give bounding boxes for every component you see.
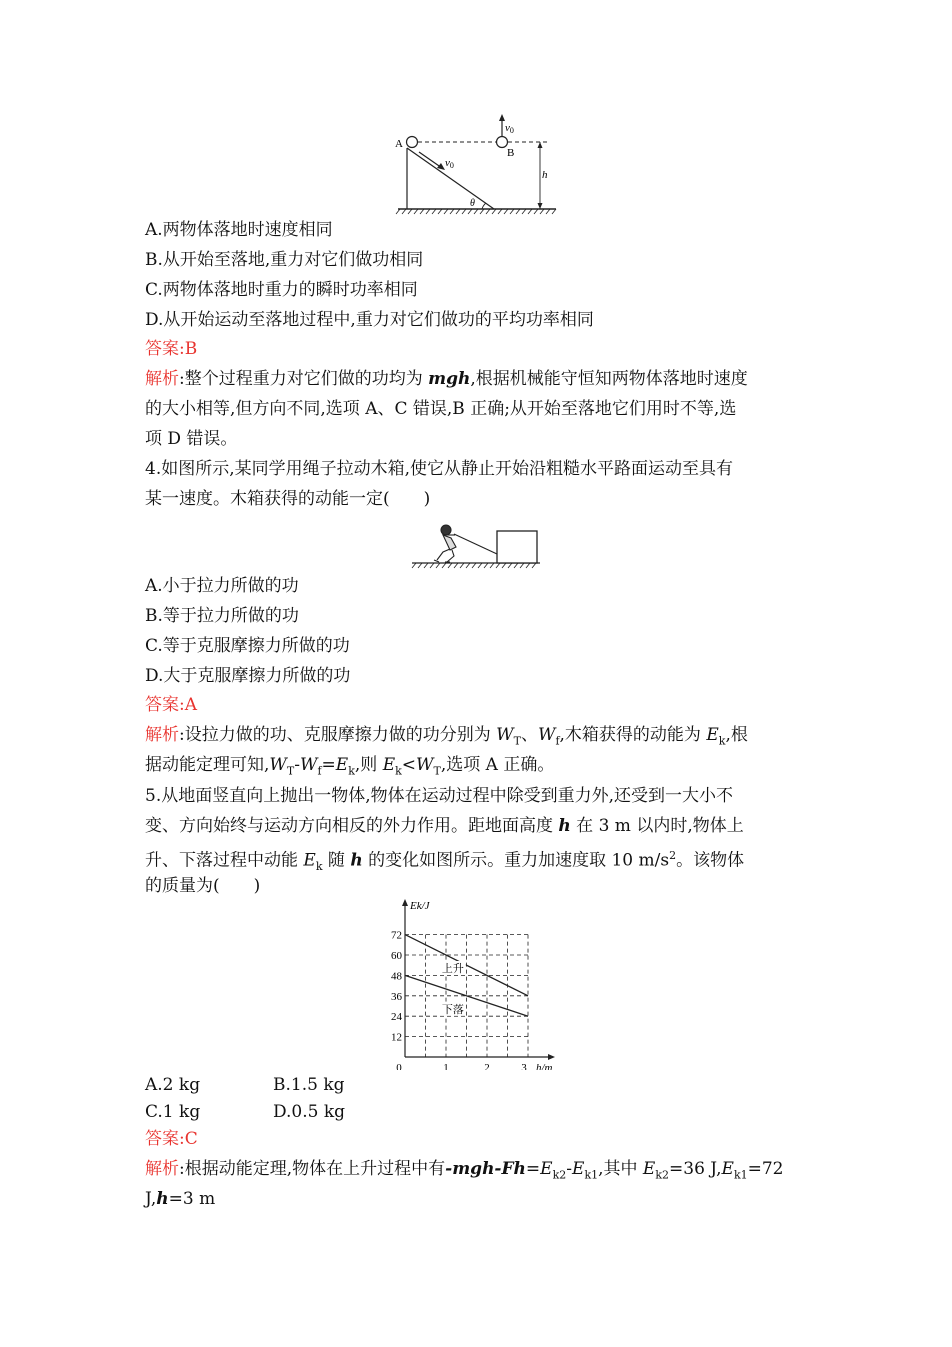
- analysis-label: 解析: [145, 1159, 179, 1179]
- q3-option-b: B.从开始至落地,重力对它们做功相同: [145, 250, 424, 270]
- y-tick-label: 36: [391, 990, 402, 1003]
- x-tick-label: 3: [521, 1062, 527, 1070]
- q5-option-d: D.0.5 kg: [273, 1102, 346, 1122]
- q4-option-a: A.小于拉力所做的功: [145, 576, 299, 596]
- q5-analysis-2: J,h=3 m: [145, 1189, 216, 1209]
- incline-figure: [390, 112, 570, 216]
- rope: [454, 534, 497, 554]
- y-axis-label: Ek/J: [410, 900, 430, 912]
- person-icon: [434, 525, 456, 562]
- wooden-box: [497, 531, 537, 563]
- series-label: 下落: [441, 1003, 464, 1016]
- q4-option-d: D.大于克服摩擦力所做的功: [145, 666, 351, 686]
- q3-answer: 答案:B: [145, 339, 198, 359]
- ball-b: [497, 137, 508, 148]
- x-tick-label: 0: [396, 1062, 402, 1070]
- analysis-label: 解析: [145, 369, 179, 389]
- q5-answer: 答案:C: [145, 1129, 198, 1149]
- q3-analysis-3: 项 D 错误。: [145, 429, 238, 449]
- q3-option-d: D.从开始运动至落地过程中,重力对它们做功的平均功率相同: [145, 310, 594, 330]
- series-label: 上升: [441, 963, 464, 975]
- y-tick-label: 60: [391, 950, 402, 962]
- q4-answer: 答案:A: [145, 695, 198, 715]
- q5-stem-3: 升、下落过程中动能 $E_k$ 随 h 的变化如图所示。重力加速度取 10 $m/s^2$。该物体: [145, 849, 745, 874]
- q5-option-c: C.1 kg: [145, 1102, 201, 1122]
- ek-h-chart: [380, 898, 570, 1070]
- q3-option-a: A.两物体落地时速度相同: [145, 220, 333, 240]
- q4-option-c: C.等于克服摩擦力所做的功: [145, 636, 350, 656]
- x-axis-arrow: [548, 1054, 555, 1060]
- y-tick-label: 12: [391, 1031, 402, 1044]
- q3-analysis-1: 解析:整个过程重力对它们做的功均为 mgh,根据机械能守恒知两物体落地时速度: [145, 369, 748, 389]
- q4-stem-2: 某一速度。木箱获得的动能一定( ): [145, 489, 431, 509]
- q5-analysis-1: 解析:根据动能定理,物体在上升过程中有$-mgh-Fh=E_{k2}-E_{k1}$,其中 $E_{k2}=36$ $J,E_{k1}=72$: [145, 1159, 784, 1182]
- ball-a: [407, 137, 418, 148]
- label-h: h: [542, 169, 548, 181]
- y-tick-label: 48: [391, 970, 402, 983]
- y-tick-label: 24: [391, 1011, 402, 1024]
- q4-analysis-1: 解析:设拉力做的功、克服摩擦力做的功分别为 $W_T$、$W_f$,木箱获得的动能为 $E_k$,根: [145, 725, 748, 748]
- series-line: [405, 975, 528, 1016]
- y-axis-arrow: [402, 899, 408, 906]
- q4-option-b: B.等于拉力所做的功: [145, 606, 299, 626]
- label-theta: θ: [470, 198, 475, 209]
- answer-label: 答案: [145, 695, 179, 715]
- incline-slope: [407, 148, 494, 209]
- x-tick-label: 1: [443, 1062, 449, 1070]
- q3-analysis-2: 的大小相等,但方向不同,选项 A、C 错误,B 正确;从开始至落地它们用时不等,选: [145, 399, 737, 419]
- label-v0-slope: v0: [445, 157, 454, 170]
- q5-stem-1: 5.从地面竖直向上抛出一物体,物体在运动过程中除受到重力外,还受到一大小不: [145, 786, 734, 806]
- analysis-label: 解析: [145, 725, 179, 745]
- label-v0-up: v0: [505, 122, 514, 135]
- q5-stem-4: 的质量为( ): [145, 876, 261, 896]
- y-tick-label: 72: [391, 929, 402, 942]
- answer-label: 答案: [145, 1129, 179, 1149]
- q3-option-c: C.两物体落地时重力的瞬时功率相同: [145, 280, 418, 300]
- q4-analysis-2: 据动能定理可知$,W_T-W_f=E_k$,则 $E_k<W_T$,选项 A 正确。: [145, 755, 555, 778]
- answer-label: 答案: [145, 339, 179, 359]
- x-tick-label: 2: [484, 1062, 490, 1070]
- q4-stem-1: 4.如图所示,某同学用绳子拉动木箱,使它从静止开始沿粗糙水平路面运动至具有: [145, 459, 734, 479]
- q5-option-b: B.1.5 kg: [273, 1075, 345, 1095]
- q5-stem-2: 变、方向始终与运动方向相反的外力作用。距地面高度 h 在 3 m 以内时,物体上: [145, 816, 744, 836]
- label-b: B: [507, 147, 515, 159]
- label-a: A: [395, 138, 403, 150]
- pulling-box-figure: [410, 522, 545, 570]
- x-axis-label: h/m: [536, 1062, 553, 1070]
- q5-option-a: A.2 kg: [145, 1075, 201, 1095]
